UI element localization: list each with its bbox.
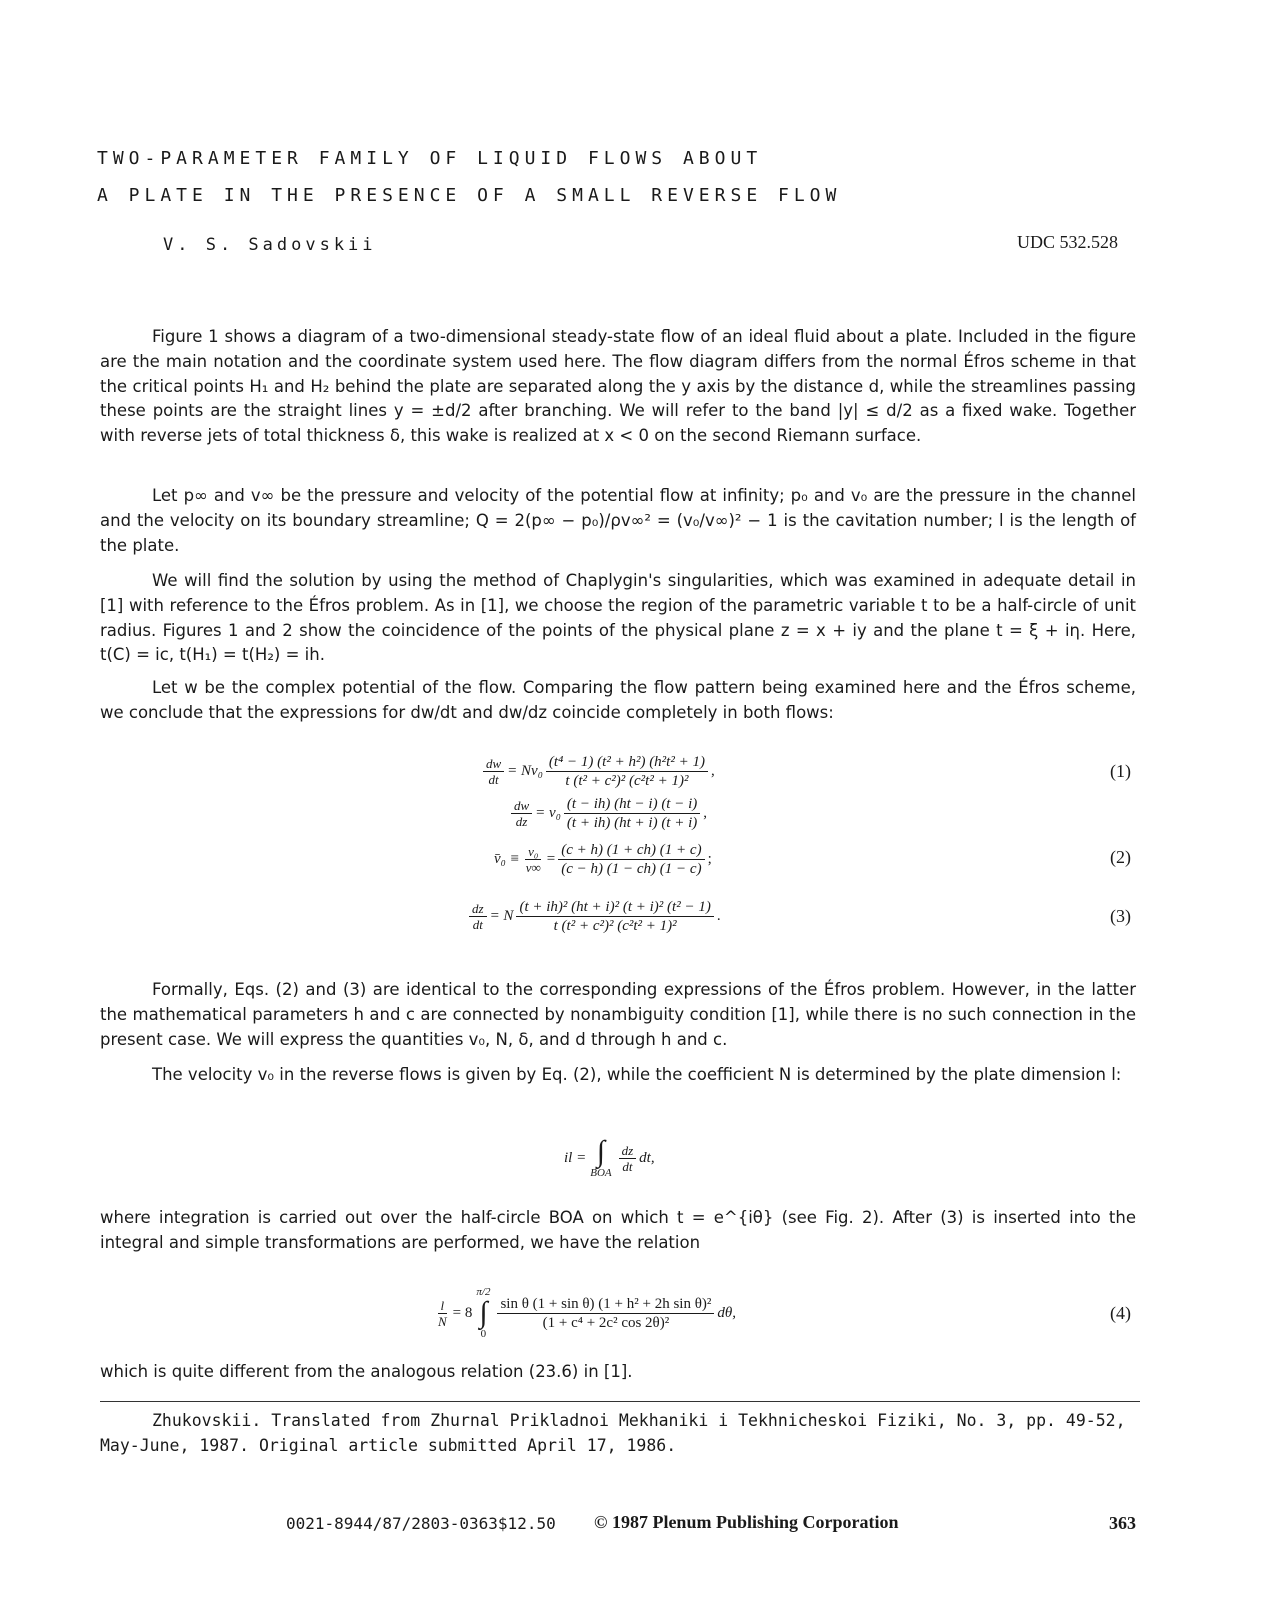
equation-2-number: (2)	[1110, 847, 1131, 867]
eq4-lower-limit: 0	[480, 1328, 487, 1340]
eq4-upper-limit: π/2	[476, 1286, 491, 1298]
equation-2: v̄₀ ≡ $\frac{\text{v₀}}{v\infty}$ = $\frac{(c + h) (1 + ch) (1 + c)}{(c - h) (1 - ch) (1 - c)}$ ;	[494, 841, 712, 877]
paragraph-2-text: Let p∞ and v∞ be the pressure and velocity of the potential flow at infinity; p₀ and v₀ are the pressure in the channel and the velocity on its boundary streamline; Q = 2(p∞ − p₀)/ρv∞² = (v₀/v∞)² − 1 is the cavitation number; l is the length of the plate.	[100, 486, 1136, 555]
paragraph-7-text: where integration is carried out over the half-circle BOA on which t = e^{iθ} (see Fig. 2). After (3) is inserted into the integral and simple transformations are performed, we have the relation	[100, 1208, 1136, 1252]
paragraph-7	[100, 1206, 1136, 1256]
integral-lower-limit: BOA	[590, 1167, 612, 1179]
title-line-2: A PLATE IN THE PRESENCE OF A SMALL REVERSE FLOW	[97, 185, 842, 206]
footnote-text: Zhukovskii. Translated from Zhurnal Prikladnoi Mekhaniki i Tekhnicheskoi Fiziki, No. 3, pp. 49-52, May-June, 1987. Original article submitted April 17, 1986.	[100, 1411, 1126, 1455]
eq3-fraction: $\frac{\text{(t + ih)² (ht + i)² (t + i)² (t² − 1)}}{\text{t (t² + c²)² (c²t² + 1)²}}$	[516, 898, 713, 935]
eq4-lhs-fraction: $\frac{l}{N}$	[438, 1297, 447, 1329]
eq4-integral-sign: π/2 ∫ 0	[476, 1286, 491, 1340]
udc-code: UDC 532.528	[1017, 232, 1119, 252]
eq2-fraction: $\frac{(c + h) (1 + ch) (1 + c)}{(c - h) (1 - ch) (1 - c)}$	[558, 841, 704, 878]
paragraph-4-text: Let w be the complex potential of the flow. Comparing the flow pattern being examined here and the Éfros scheme, we conclude that the expressions for dw/dt and dw/dz coincide completely in both flows:	[100, 678, 1136, 722]
paragraph-6-text: The velocity v₀ in the reverse flows is given by Eq. (2), while the coefficient N is determined by the plate dimension l:	[152, 1065, 1122, 1084]
integral-lhs: il =	[564, 1149, 587, 1166]
footnote	[100, 1408, 1136, 1458]
eq4-fraction: $\frac{\text{sin θ (1 + sin θ) (1 + h² + 2h sin θ)²}}{\text{(1 + c⁴ + 2c² cos 2θ)²}}$	[497, 1295, 714, 1332]
equation-4-number: (4)	[1110, 1303, 1131, 1323]
paragraph-1-text: Figure 1 shows a diagram of a two-dimensional steady-state flow of an ideal fluid about a plate. Included in the figure are the main notation and the coordinate system used here. The flow diagram differs from the normal Éfros scheme in that the critical points H₁ and H₂ behind the plate are separated along the y axis by the distance d, while the streamlines passing these points are the straight lines y = ±d/2 after branching. We will refer to the band |y| ≤ d/2 as a fixed wake. Together with reverse jets of total thickness δ, this wake is realized at x < 0 on the second Riemann surface.	[100, 327, 1136, 446]
eq1b-coefficient: = v₀	[535, 804, 561, 821]
footer-copyright: © 1987 Plenum Publishing Corporation	[594, 1512, 899, 1532]
paragraph-5	[100, 978, 1136, 1052]
paragraph-1	[100, 325, 1136, 449]
title-line-1: TWO-PARAMETER FAMILY OF LIQUID FLOWS ABOUT	[97, 148, 763, 169]
eq1b-lhs-fraction: $\frac{dw}{dz}$	[511, 798, 532, 829]
eq1-lhs-fraction: $\frac{dw}{dt}$	[483, 756, 504, 787]
eq4-coefficient: = 8	[452, 1304, 473, 1321]
author: V. S. Sadovskii	[163, 235, 377, 255]
paragraph-2	[100, 484, 1136, 558]
paragraph-3	[100, 569, 1136, 668]
paragraph-6	[100, 1063, 1136, 1088]
eq1-coefficient: = Nv₀	[507, 762, 543, 779]
paragraph-8-text: which is quite different from the analogous relation (23.6) in [1].	[100, 1362, 633, 1381]
integral-sign: ∫ BOA	[590, 1135, 612, 1179]
eq3-coefficient: = N	[489, 907, 514, 924]
integral-equation: il = ∫ BOA $\frac{dz}{dt}$ dt,	[564, 1135, 655, 1179]
equation-3: $\frac{dz}{dt}$ = N $\frac{\text{(t + ih)² (ht + i)² (t + i)² (t² − 1)}}{\text{t (t² + c²)² (c²t² + 1)²}}$ .	[466, 894, 721, 938]
equation-1-number: (1)	[1110, 761, 1131, 781]
footer-code: 0021-8944/87/2803-0363$12.50	[286, 1514, 556, 1533]
equation-1: $\frac{dw}{dt}$ = Nv₀ $\frac{\text{(t⁴ − 1) (t² + h²) (h²t² + 1)}}{\text{t (t² + c²)² (c²t² + 1)²}}$ ,	[480, 746, 715, 796]
equation-1b: $\frac{dw}{dz}$ = v₀ $\frac{(t - ih) (ht - i) (t - i)}{(t + ih) (ht + i) (t + i)}$ ,	[508, 792, 707, 834]
eq1b-fraction: $\frac{(t - ih) (ht - i) (t - i)}{(t + ih) (ht + i) (t + i)}$	[564, 795, 700, 832]
paragraph-5-text: Formally, Eqs. (2) and (3) are identical to the corresponding expressions of the Éfros problem. However, in the latter the mathematical parameters h and c are connected by nonambiguity condition [1], while there is no such connection in the present case. We will express the quantities v₀, N, δ, and d through h and c.	[100, 980, 1136, 1049]
eq2-velocity-ratio: $\frac{\text{v₀}}{v\infty}$	[525, 843, 541, 875]
equation-3-number: (3)	[1110, 906, 1131, 926]
eq2-lhs: v̄₀ ≡	[494, 850, 520, 867]
paragraph-3-text: We will find the solution by using the method of Chaplygin's singularities, which was examined in adequate detail in [1] with reference to the Éfros problem. As in [1], we choose the region of the parametric variable t to be a half-circle of unit radius. Figures 1 and 2 show the coincidence of the points of the physical plane z = x + iy and the plane t = ξ + iη. Here, t(C) = ic, t(H₁) = t(H₂) = ih.	[100, 571, 1136, 665]
page-number: 363	[1109, 1513, 1136, 1533]
footnote-rule	[100, 1401, 1140, 1402]
equation-4: $\frac{l}{N}$ = 8 π/2 ∫ 0 $\frac{\text{sin θ (1 + sin θ) (1 + h² + 2h sin θ)²}}{\text{(1 + c⁴ + 2c² cos 2θ)²}}$ dθ,	[432, 1282, 736, 1344]
paragraph-4	[100, 676, 1136, 726]
eq1-fraction: $\frac{\text{(t⁴ − 1) (t² + h²) (h²t² + 1)}}{\text{t (t² + c²)² (c²t² + 1)²}}$	[546, 753, 708, 790]
paragraph-8	[100, 1360, 1136, 1385]
integral-fraction: $\frac{dz}{dt}$	[619, 1143, 637, 1174]
eq3-lhs-fraction: $\frac{dz}{dt}$	[469, 901, 487, 932]
